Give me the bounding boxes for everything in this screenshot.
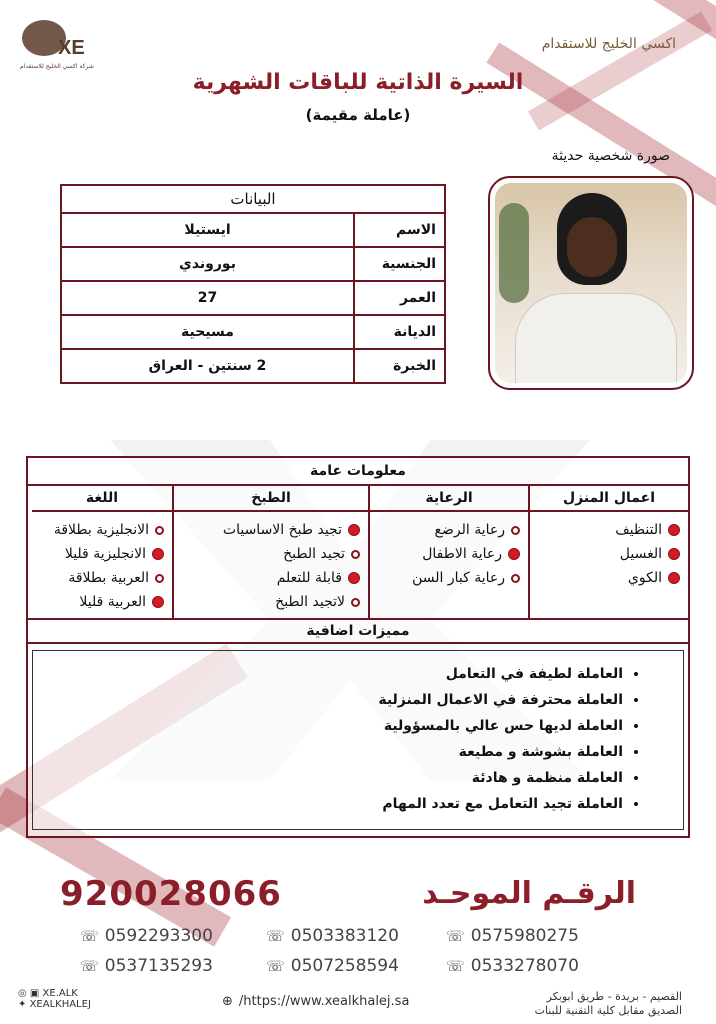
- website-link[interactable]: [222, 994, 409, 1009]
- skill-item: [378, 518, 520, 542]
- unchecked-dot-icon: [351, 598, 360, 607]
- skill-item: [40, 590, 164, 614]
- column-language: [32, 486, 172, 618]
- column-items: [370, 512, 528, 618]
- unchecked-dot-icon: [511, 526, 520, 535]
- logo-text: XE: [58, 37, 85, 59]
- skill-label: الكوي: [627, 570, 662, 586]
- skill-item: [40, 542, 164, 566]
- info-label: العمر: [354, 281, 445, 315]
- website-url: /https://www.xealkhalej.sa: [238, 994, 410, 1009]
- profile-photo: [495, 183, 687, 383]
- phone-icon: ☏: [80, 927, 99, 945]
- column-items: [174, 512, 368, 618]
- skill-label: رعاية الاطفال: [422, 546, 502, 562]
- checked-dot-icon: [152, 548, 164, 560]
- photo-plant: [499, 203, 529, 303]
- unified-number-label: الرقـم الموحـد: [422, 876, 636, 911]
- checked-dot-icon: [668, 572, 680, 584]
- skill-item: [40, 518, 164, 542]
- skill-item: [538, 542, 680, 566]
- address-line-1: القصيم - بريدة - طريق ابوبكر: [546, 990, 682, 1003]
- page-subtitle: (عاملة مقيمة): [305, 106, 411, 124]
- address: [535, 990, 682, 1018]
- checked-dot-icon: [508, 548, 520, 560]
- skill-label: الانجليزية قليلا: [64, 546, 146, 562]
- checked-dot-icon: [348, 572, 360, 584]
- skill-item: [182, 566, 360, 590]
- skill-label: تجيد الطبخ: [283, 546, 345, 562]
- column-items: [32, 512, 172, 618]
- page-title: السيرة الذاتية للباقات الشهرية: [192, 70, 524, 95]
- info-label: الجنسية: [354, 247, 445, 281]
- info-value: بوروندي: [61, 247, 354, 281]
- column-cooking: [172, 486, 368, 618]
- phone-icon: ☏: [80, 957, 99, 975]
- general-info-heading: معلومات عامة: [28, 458, 688, 486]
- skill-item: [378, 566, 520, 590]
- phone-number[interactable]: ☏ 0592293300: [80, 926, 213, 946]
- social-handles[interactable]: [18, 988, 91, 1010]
- phone-icon: ☏: [446, 927, 465, 945]
- skill-label: العربية بطلاقة: [68, 570, 149, 586]
- company-logo: [18, 14, 98, 70]
- extras-list: [33, 661, 683, 817]
- checked-dot-icon: [668, 548, 680, 560]
- phone-number[interactable]: ☏ 0533278070: [446, 956, 579, 976]
- unchecked-dot-icon: [511, 574, 520, 583]
- column-title: الطبخ: [174, 486, 368, 512]
- info-row-name: [61, 213, 445, 247]
- info-row-nationality: [61, 247, 445, 281]
- skill-item: [40, 566, 164, 590]
- extra-feature-item: • العاملة محترفة في الاعمال المنزلية: [33, 687, 623, 713]
- photo-face: [567, 217, 617, 277]
- info-label: الخبرة: [354, 349, 445, 383]
- skill-label: رعاية كبار السن: [412, 570, 505, 586]
- skills-columns: [28, 486, 688, 618]
- column-items: [530, 512, 688, 618]
- phone-number[interactable]: ☏ 0507258594: [266, 956, 399, 976]
- info-label: الاسم: [354, 213, 445, 247]
- column-title: اعمال المنزل: [530, 486, 688, 512]
- phone-number[interactable]: ☏ 0537135293: [80, 956, 213, 976]
- skill-item: [538, 566, 680, 590]
- photo-uniform: [515, 293, 677, 383]
- skill-item: [378, 542, 520, 566]
- skill-label: تجيد طبخ الاساسيات: [222, 522, 342, 538]
- logo-tagline: شركة اكسي الخليج للاستقدام: [20, 63, 94, 70]
- general-info-section: [26, 456, 690, 838]
- skill-item: [182, 542, 360, 566]
- extra-feature-item: • العاملة منظمة و هادئة: [33, 765, 623, 791]
- profile-photo-frame: [488, 176, 694, 390]
- column-title: اللغة: [32, 486, 172, 512]
- info-value: مسيحية: [61, 315, 354, 349]
- unchecked-dot-icon: [155, 526, 164, 535]
- info-row-religion: [61, 315, 445, 349]
- info-label: الديانة: [354, 315, 445, 349]
- checked-dot-icon: [152, 596, 164, 608]
- extras-box: [32, 650, 684, 830]
- skill-label: التنظيف: [615, 522, 662, 538]
- skill-label: رعاية الرضع: [434, 522, 505, 538]
- column-title: الرعاية: [370, 486, 528, 512]
- skill-item: [182, 518, 360, 542]
- info-heading: البيانات: [61, 185, 445, 213]
- info-row-experience: [61, 349, 445, 383]
- info-table: [60, 184, 446, 384]
- skill-label: الانجليزية بطلاقة: [53, 522, 149, 538]
- extras-heading: مميزات اضافية: [28, 618, 688, 644]
- address-line-2: الصديق مقابل كلية التقنية للبنات: [534, 1004, 682, 1017]
- info-row-age: [61, 281, 445, 315]
- skill-label: لاتجيد الطبخ: [275, 594, 345, 610]
- unchecked-dot-icon: [155, 574, 164, 583]
- unified-number[interactable]: 920028066: [60, 874, 282, 914]
- skill-label: العربية قليلا: [79, 594, 146, 610]
- extra-feature-item: • العاملة تجيد التعامل مع تعدد المهام: [33, 791, 623, 817]
- checked-dot-icon: [668, 524, 680, 536]
- extra-feature-item: • العاملة لديها حس عالي بالمسؤولية: [33, 713, 623, 739]
- globe-icon: ⊕: [222, 994, 233, 1009]
- skill-item: [182, 590, 360, 614]
- social-handle-2: XEALKHALEJ: [29, 999, 91, 1010]
- phone-number[interactable]: ☏ 0503383120: [266, 926, 399, 946]
- extra-feature-item: • العاملة بشوشة و مطيعة: [33, 739, 623, 765]
- skill-item: [538, 518, 680, 542]
- phone-icon: ☏: [446, 957, 465, 975]
- phone-number[interactable]: ☏ 0575980275: [446, 926, 579, 946]
- column-housework: [528, 486, 688, 618]
- checked-dot-icon: [348, 524, 360, 536]
- company-name: اكسي الخليج للاستقدام: [541, 36, 676, 52]
- info-value: 2 سنتين - العراق: [61, 349, 354, 383]
- social-handle-1: XE.ALK: [42, 988, 78, 999]
- column-care: [368, 486, 528, 618]
- social-icons: ◎ ▣: [18, 988, 43, 999]
- photo-caption: صورة شخصية حديثة: [551, 148, 670, 164]
- skill-label: قابلة للتعلم: [276, 570, 342, 586]
- skill-label: الغسيل: [619, 546, 662, 562]
- phone-icon: ☏: [266, 927, 285, 945]
- extra-feature-item: • العاملة لطيفة في التعامل: [33, 661, 623, 687]
- info-value: ايستيلا: [61, 213, 354, 247]
- unchecked-dot-icon: [351, 550, 360, 559]
- info-value: 27: [61, 281, 354, 315]
- phone-icon: ☏: [266, 957, 285, 975]
- twitter-icon: ✦: [18, 999, 30, 1010]
